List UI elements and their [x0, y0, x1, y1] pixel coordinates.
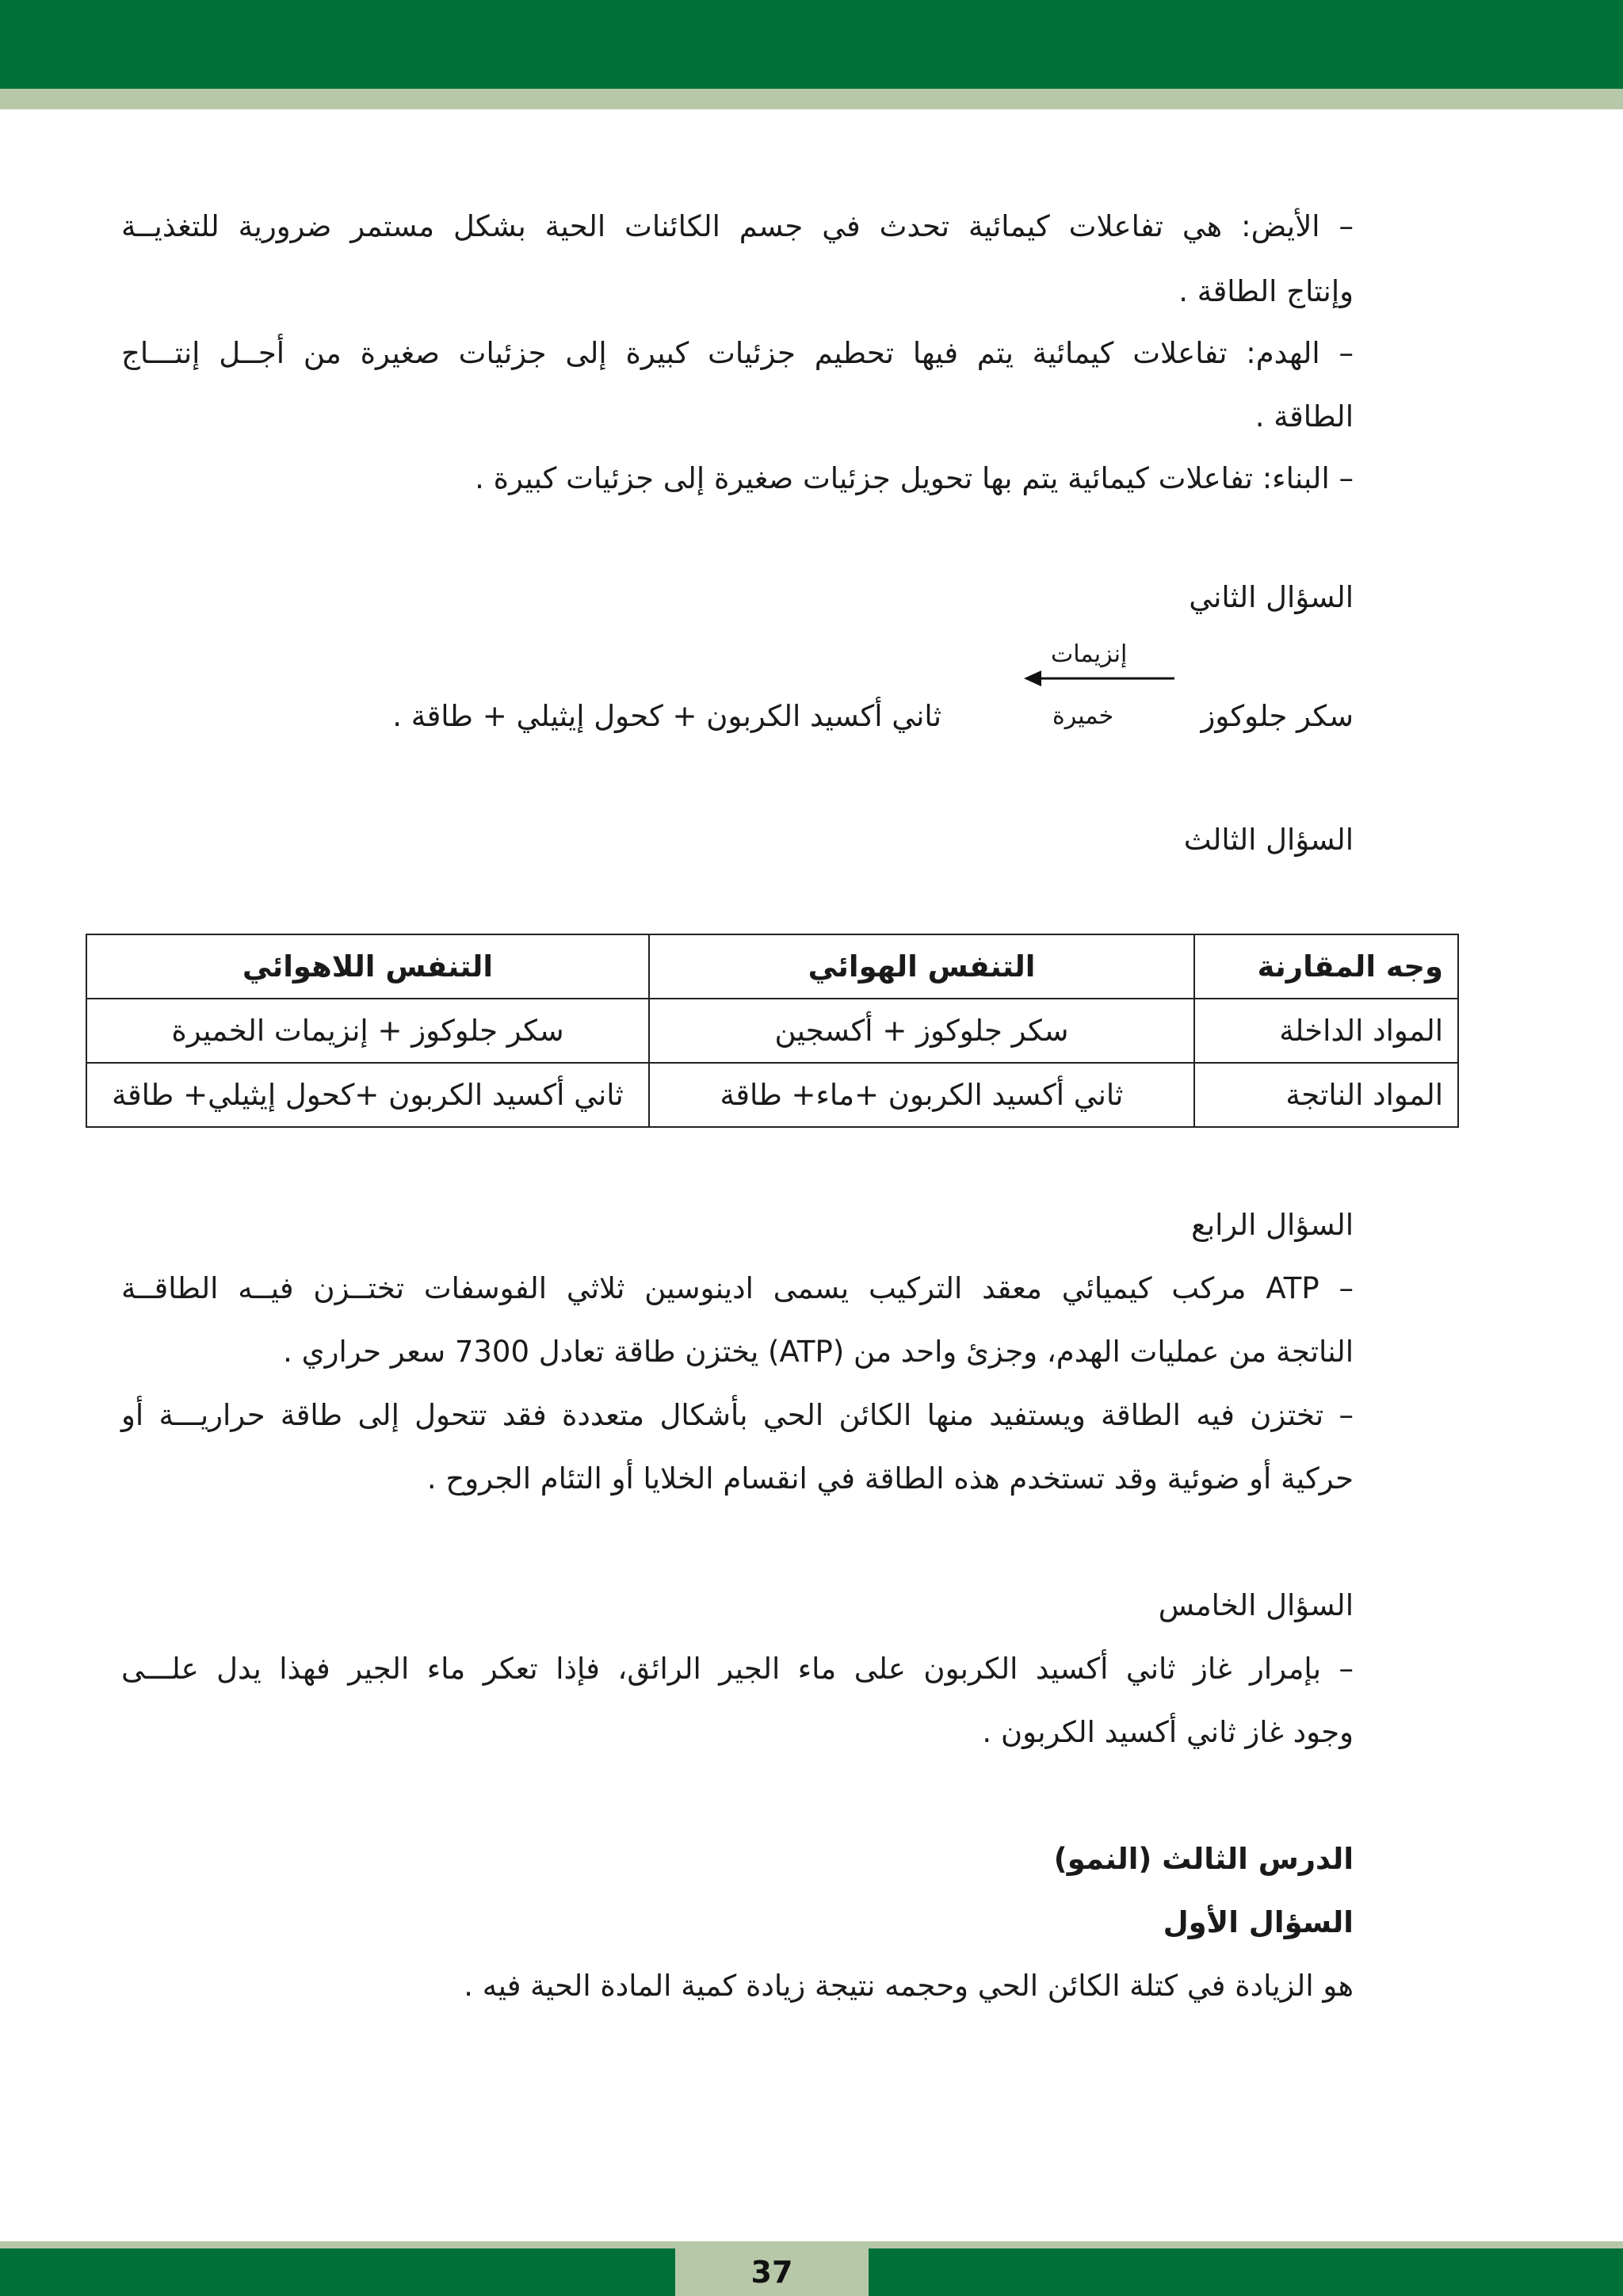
table-cell: ثاني أكسيد الكربون +كحول إيثيلي+ طاقة: [86, 1063, 649, 1127]
page-number: 37: [750, 2255, 793, 2290]
respiration-comparison-table: [86, 934, 1459, 1128]
anabolism-line: – البناء: تفاعلات كيمائية يتم بها تحويل جزئيات صغيرة إلى جزئيات كبيرة .: [475, 461, 1354, 495]
q5-line-1: – بإمرار غاز ثاني أكسيد الكربون على ماء الجير الرائق، فإذا تعكر ماء الجير فهذا يدل علـــى: [121, 1652, 1354, 1686]
table-header-row: [86, 934, 1458, 999]
table-row: [86, 1063, 1458, 1127]
q2-heading: السؤال الثاني: [1189, 580, 1354, 614]
table-cell: المواد الداخلة: [1194, 999, 1458, 1063]
table-header-aspect: وجه المقارنة: [1194, 934, 1458, 999]
table-cell: المواد الناتجة: [1194, 1063, 1458, 1127]
lesson3-q1-heading: السؤال الأول: [1163, 1905, 1354, 1939]
table-row: [86, 999, 1458, 1063]
table-header-anaerobic: التنفس اللاهوائي: [86, 934, 649, 999]
q3-heading: السؤال الثالث: [1183, 823, 1354, 857]
metabolism-line-2: وإنتاج الطاقة .: [1178, 274, 1354, 308]
footer-band-left: [0, 2248, 675, 2296]
table-cell: ثاني أكسيد الكربون +ماء+ طاقة: [649, 1063, 1194, 1127]
q4-line-3: – تختزن فيه الطاقة ويستفيد منها الكائن الحي بأشكال متعددة فقد تتحول إلى طاقة حراريـــة أو: [121, 1398, 1354, 1432]
q4-line-4: حركية أو ضوئية وقد تستخدم هذه الطاقة في انقسام الخلايا أو التئام الجروح .: [426, 1461, 1354, 1496]
q5-line-2: وجود غاز ثاني أكسيد الكربون .: [982, 1715, 1354, 1749]
catabolism-line-1: – الهدم: تفاعلات كيمائية يتم فيها تحطيم جزئيات كبيرة إلى جزئيات صغيرة من أجــل إنتـــاج: [121, 336, 1354, 370]
footer-band-right: [869, 2248, 1623, 2296]
table-cell: سكر جلوكوز + أكسجين: [649, 999, 1194, 1063]
reaction-arrow-icon: [1024, 667, 1174, 690]
footer-stripe: [0, 2241, 1623, 2248]
q4-heading: السؤال الرابع: [1191, 1208, 1354, 1242]
equation-catalyst-top: إنزيمات: [1051, 640, 1128, 668]
lesson3-title: الدرس الثالث (النمو): [1053, 1842, 1354, 1876]
equation-reactant: سكر جلوكوز: [1201, 699, 1354, 733]
q4-line-1: – ATP مركب كيميائي معقد التركيب يسمى ادينوسين ثلاثي الفوسفات تختــزن فيــه الطاقــة: [121, 1271, 1354, 1305]
lesson3-q1-answer: هو الزيادة في كتلة الكائن الحي وحجمه نتيجة زيادة كمية المادة الحية فيه .: [464, 1969, 1354, 2003]
table-header-aerobic: التنفس الهوائي: [649, 934, 1194, 999]
equation-products: ثاني أكسيد الكربون + كحول إيثيلي + طاقة .: [392, 699, 941, 733]
q5-heading: السؤال الخامس: [1158, 1588, 1354, 1622]
table-cell: سكر جلوكوز + إنزيمات الخميرة: [86, 999, 649, 1063]
equation-catalyst-bottom: خميرة: [1052, 702, 1114, 730]
catabolism-line-2: الطاقة .: [1254, 399, 1354, 434]
metabolism-line-1: – الأيض: هي تفاعلات كيمائية تحدث في جسم الكائنات الحية بشكل مستمر ضرورية للتغذيــة: [121, 209, 1354, 243]
q4-line-2: الناتجة من عمليات الهدم، وجزئ واحد من (ATP) يختزن طاقة تعادل 7300 سعر حراري .: [283, 1335, 1354, 1369]
